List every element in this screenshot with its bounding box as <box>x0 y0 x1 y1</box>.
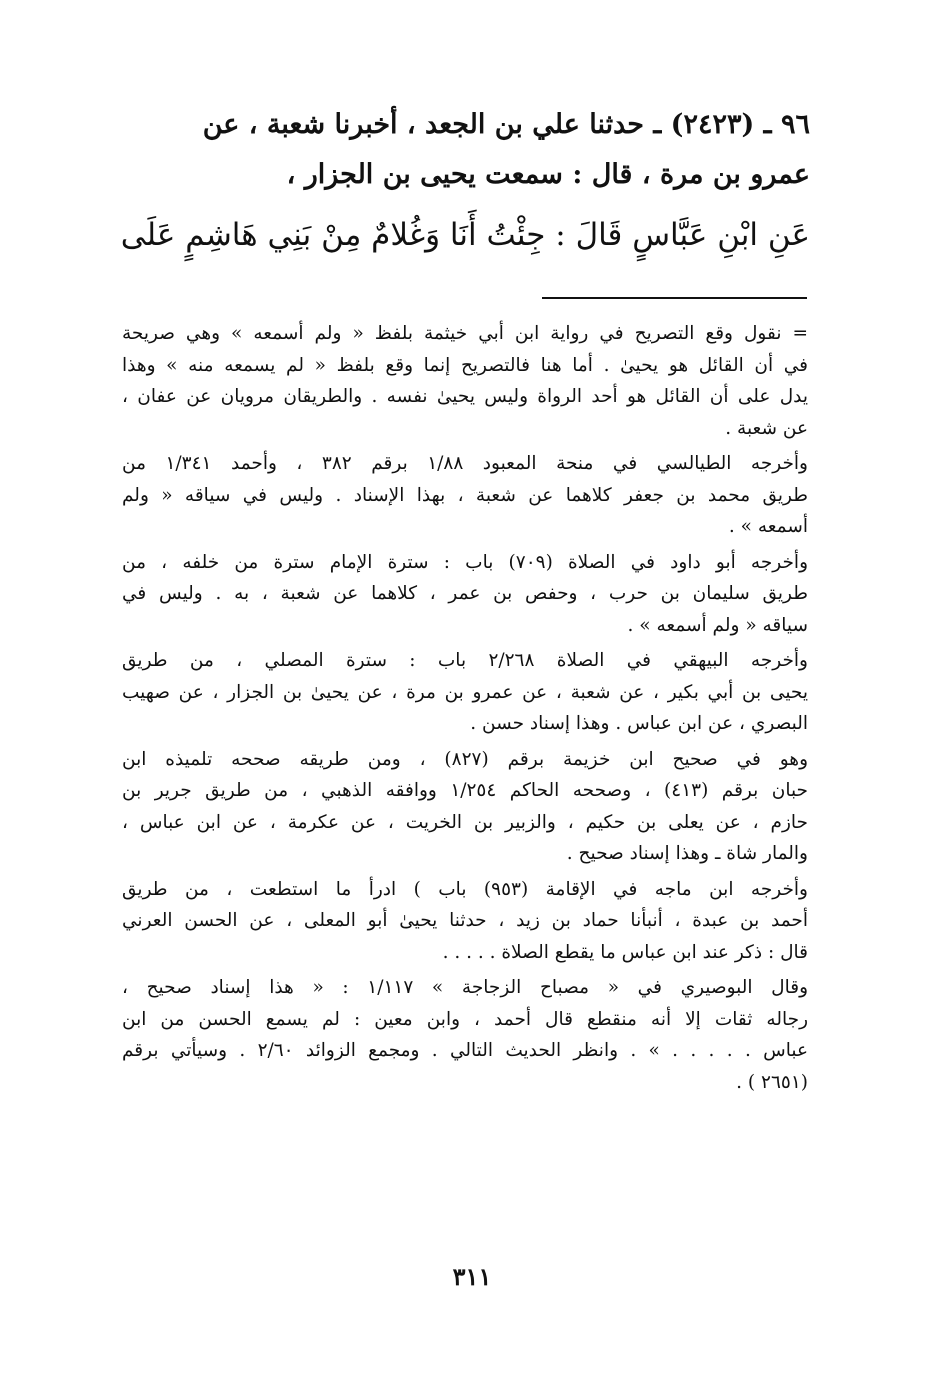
footnote-line: حبان برقم (٤١٣) ، وصححه الحاكم ١/٢٥٤ ووافقه الذهبي ، من طريق جرير بن <box>122 780 808 801</box>
footnote-paragraph <box>122 744 808 870</box>
footnote-line: وأخرجه أبو داود في الصلاة (٧٠٩) باب : سترة الإمام سترة من خلفه ، من <box>122 551 808 573</box>
footnote-line: أسمعه » . <box>728 516 808 537</box>
footnote-line: وأخرجه البيهقي في الصلاة ٢/٢٦٨ باب : سترة المصلي ، من طريق <box>122 650 808 671</box>
footnote-line: وأخرجه الطيالسي في منحة المعبود ١/٨٨ برقم ٣٨٢ ، وأحمد ١/٣٤١ من <box>122 453 808 474</box>
footnote-separator <box>542 297 807 299</box>
footnote-line: يحيى بن أبي بكير ، عن شعبة ، عن عمرو بن مرة ، عن يحيىٰ بن الجزار ، عن صهيب <box>122 681 808 703</box>
footnote-line: يدل على أن القائل هو أحد الرواة وليس يحيىٰ نفسه . والطريقان مرويان عن عفان ، <box>122 386 808 407</box>
footnote-paragraph <box>122 972 808 1098</box>
page-number: ٣١١ <box>452 1262 492 1291</box>
footnote-line: وهو في صحيح ابن خزيمة برقم (٨٢٧) ، ومن طريقه صححه تلميذه ابن <box>122 748 808 770</box>
footnote-paragraph <box>122 318 808 444</box>
footnote-paragraph <box>122 547 808 642</box>
footnote-line: = نقول وقع التصريح في رواية ابن أبي خيثمة بلفظ « ولم أسمعه » وهي صريحة <box>122 323 808 344</box>
footnote-line: في أن القائل هو يحيىٰ . أما هنا فالتصريح إنما وقع بلفظ « لم يسمعه منه » وهذا <box>122 354 808 376</box>
footnote-line: حازم ، عن يعلى بن حكيم ، والزبير بن الخريت ، عن عكرمة ، عن ابن عباس ، <box>122 811 808 833</box>
hadith-main-text <box>120 100 810 268</box>
footnote-line: وأخرجه ابن ماجه في الإقامة (٩٥٣) باب ) ادرأ ما استطعت ، من طريق <box>122 878 808 900</box>
footnote-line: طريق سليمان بن حرب ، وحفص بن عمر ، كلاهما عن شعبة ، به . وليس في <box>122 583 808 604</box>
hadith-isnad-line-1: ٩٦ ـ (٢٤٢٣) ـ حدثنا علي بن الجعد ، أخبرنا شعبة ، عن <box>202 109 810 140</box>
footnote-line: وقال البوصيري في « مصباح الزجاجة » ١/١١٧ : « هذا إسناد صحيح ، <box>122 977 808 998</box>
footnote-line: البصري ، عن ابن عباس . وهذا إسناد حسن . <box>470 713 808 734</box>
footnotes-section <box>122 318 808 1102</box>
footnote-line: عباس . . . . . » . وانظر الحديث التالي . ومجمع الزوائد ٢/٦٠ . وسيأتي برقم <box>122 1040 808 1061</box>
hadith-isnad-line-2: عمرو بن مرة ، قال : سمعت يحيى بن الجزار ، <box>286 159 810 190</box>
footnote-line: والمار شاة ـ وهذا إسناد صحيح . <box>566 843 808 864</box>
footnote-line: عن شعبة . <box>725 417 808 439</box>
footnote-paragraph <box>122 874 808 969</box>
footnote-line: رجاله ثقات إلا أنه منقطع قال أحمد ، وابن معين : لم يسمع الحسن من ابن <box>122 1008 808 1030</box>
footnote-line: قال : ذكر عند ابن عباس ما يقطع الصلاة . . . . . <box>442 941 808 963</box>
footnote-line: (٢٦٥١ ) . <box>736 1071 808 1093</box>
hadith-matn-line: عَنِ ابْنِ عَبَّاسٍ قَالَ : جِئْتُ أَنَا وَغُلامٌ مِنْ بَنِي هَاشِمٍ عَلَى <box>120 217 810 253</box>
footnote-line: سياقه « ولم أسمعه » . <box>627 614 808 636</box>
footnote-line: طريق محمد بن جعفر كلاهما عن شعبة ، بهذا الإسناد . وليس في سياقه « ولم <box>122 484 808 506</box>
footnote-paragraph <box>122 448 808 543</box>
footnote-line: أحمد بن عبدة ، أنبأنا حماد بن زيد ، حدثنا يحيىٰ أبو المعلى ، عن الحسن العرني <box>122 910 808 931</box>
footnote-paragraph <box>122 645 808 740</box>
